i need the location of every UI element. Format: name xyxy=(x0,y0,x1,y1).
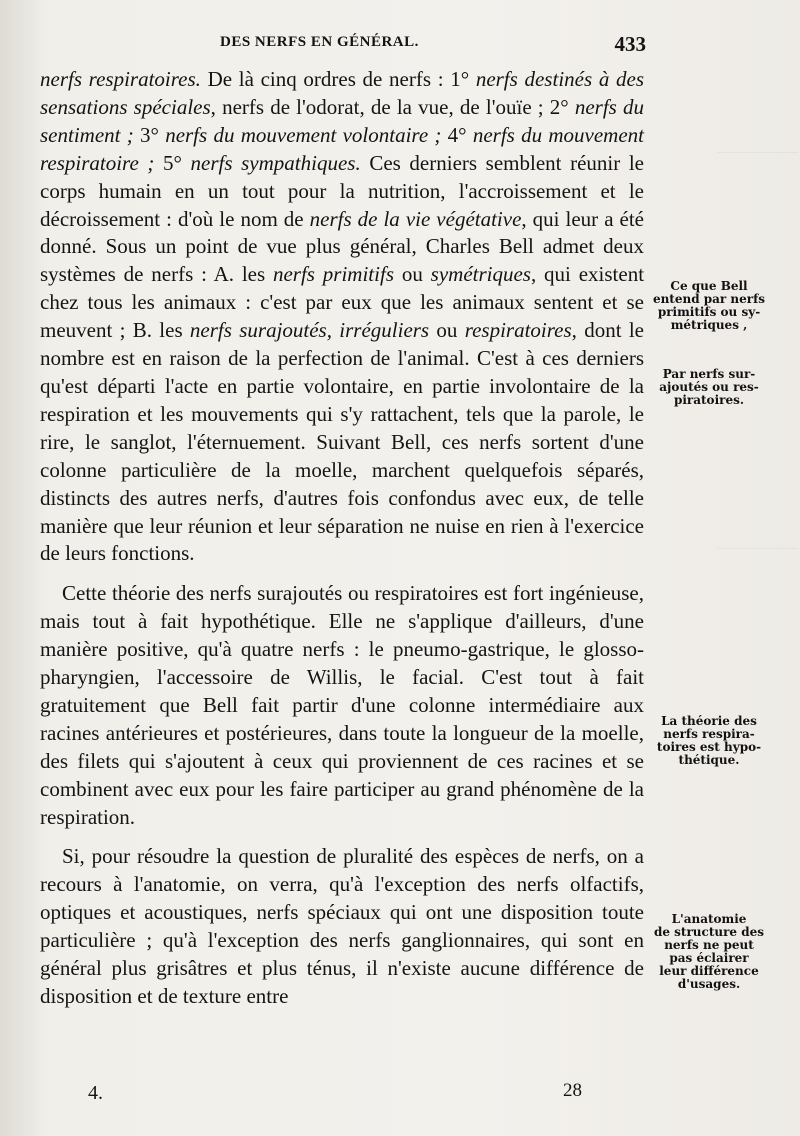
italic-run: nerfs du mouvement volontaire ; xyxy=(165,122,442,147)
italic-run: nerfs respiratoires. xyxy=(40,67,201,91)
margin-note-line: pas éclairer xyxy=(669,951,749,965)
margin-note-line: de structure des xyxy=(653,925,765,939)
text-run: , nerfs de l'odorat, de la vue, de l'ouïe ; 2° xyxy=(210,94,575,119)
margin-note-line: toires est hypo- xyxy=(656,740,762,754)
text-run: ou xyxy=(429,318,465,343)
margin-note-line: La théorie des xyxy=(661,714,757,728)
text-run: 3° xyxy=(133,122,166,147)
margin-note-line: piratoires. xyxy=(673,393,745,407)
running-title: DES NERFS EN GÉNÉRAL. xyxy=(220,34,419,50)
text-run: 5° xyxy=(154,150,191,175)
italic-run: nerfs primitifs xyxy=(272,262,394,287)
body-text xyxy=(40,66,644,1023)
text-run: De là cinq ordres de nerfs : 1° xyxy=(200,67,476,91)
paragraph xyxy=(40,580,644,831)
signature-mark: 4. xyxy=(88,1082,103,1104)
italic-run: nerfs du mouvement respiratoire ; xyxy=(40,122,644,175)
italic-run: nerfs sympathiques. xyxy=(190,150,361,175)
show-through-ghost xyxy=(718,548,798,619)
paragraph xyxy=(40,66,644,568)
margin-note-line: d'usages. xyxy=(677,977,741,991)
margin-note-line: nerfs respira- xyxy=(663,727,755,741)
paragraph xyxy=(40,843,644,1010)
margin-note-theorie xyxy=(648,715,770,767)
margin-note-line: nerfs ne peut xyxy=(664,938,754,952)
margin-note-line: thétique. xyxy=(678,753,740,767)
italic-run: respiratoires xyxy=(464,318,572,343)
italic-run: nerfs de la vie végétative xyxy=(309,206,522,231)
italic-run: nerfs surajoutés, irréguliers xyxy=(189,318,430,343)
margin-note-line: ajoutés ou res- xyxy=(659,380,759,394)
italic-run: symétriques xyxy=(430,262,531,287)
margin-note-line: Ce que Bell xyxy=(670,279,748,293)
page-number: 433 xyxy=(614,32,646,56)
margin-note-bell-nerves xyxy=(648,280,770,332)
text-run: 4° xyxy=(441,122,473,147)
margin-note-line: métriques , xyxy=(670,318,748,332)
margin-note-line: entend par nerfs xyxy=(652,292,766,306)
margin-note-anatomie xyxy=(648,913,770,991)
italic-run: nerfs du sentiment ; xyxy=(40,94,645,147)
show-through-ghost xyxy=(718,152,798,203)
text-run: , qui existent chez tous les animaux : c'est par eux que les animaux sentent et se meuvent ; B. les xyxy=(40,262,645,343)
text-run: Si, pour résoudre la question de pluralité des espèces de nerfs, on a recours à l'anatomie, on verra, qu'à l'exception des nerfs olfactifs, optiques et acoustiques, nerfs spéciaux qui ont une disposition toute particulière ; qu'à l'exception des nerfs ganglionnaires, qui sont en général plus grisâtres et plus ténus, il n'existe aucune différence de disposition et de texture entre xyxy=(40,844,644,1008)
running-head xyxy=(40,34,646,56)
text-run: , qui leur a été donné. Sous un point de vue plus général, Charles Bell admet deux systèmes de nerfs : A. les xyxy=(40,206,644,287)
text-run: Cette théorie des nerfs surajoutés ou respiratoires est fort ingénieuse, mais tout à fait hypothétique. Elle ne s'applique d'ailleurs, d'une manière positive, qu'à quatre nerfs : le pneumo-gastrique, le glosso-pharyngien, l'accessoire de Willis, le facial. C'est tout à fait gratuitement que Bell fait partir d'une colonne intermédiaire aux racines antérieures et postérieures, dans toute la longueur de la moelle, des filets qui s'ajoutent à ceux qui proviennent de ces racines et se combinent avec eux pour les faire participer au grand phénomène de la respiration. xyxy=(40,581,644,829)
margin-note-line: primitifs ou sy- xyxy=(657,305,761,319)
text-run: Ces derniers semblent réunir le corps humain en un tout pour la nutrition, l'accroissement et le décroissement : d'où le nom de xyxy=(40,150,644,231)
text-run: ou xyxy=(394,262,431,287)
italic-run: nerfs destinés à des sensations spéciales xyxy=(40,67,644,119)
margin-note-surajoutes xyxy=(648,368,770,407)
margin-note-line: leur différence xyxy=(659,964,759,978)
folio-number: 28 xyxy=(563,1080,582,1101)
text-run: , dont le nombre est en raison de la perfection de l'animal. C'est à ces derniers qu'est départi l'acte en partie volontaire, en partie involontaire de la respiration et les mouvements qui s'y rattachent, tels que la parole, le rire, le sanglot, l'éternuement. Suivant Bell, ces nerfs sortent d'une colonne particulière de la moelle, marchent quelquefois séparés, distincts des autres nerfs, d'autres fois confondus avec eux, de telle manière que leur réunion et leur séparation ne nuise en rien à l'exercice de leurs fonctions. xyxy=(40,318,644,566)
margin-note-line: Par nerfs sur- xyxy=(662,367,756,381)
margin-note-line: L'anatomie xyxy=(671,912,747,926)
